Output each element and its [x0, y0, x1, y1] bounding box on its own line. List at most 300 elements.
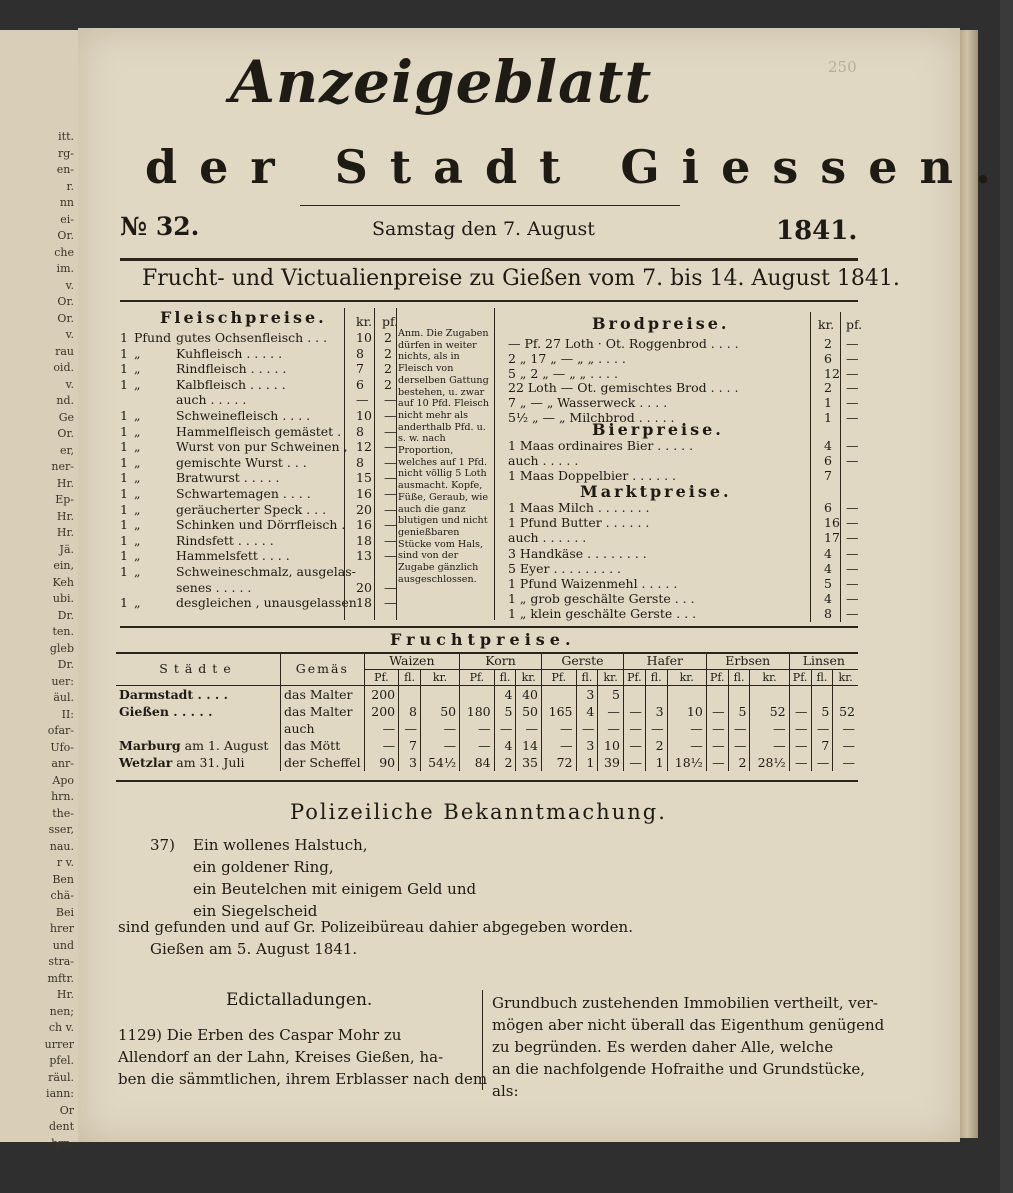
frucht-subheader: Pf. — [460, 670, 495, 686]
previous-page-edge — [0, 30, 80, 1150]
fleisch-qty: 1 — [120, 345, 128, 361]
frucht-value — [667, 686, 706, 704]
prev-page-fragment: Ufo- — [50, 740, 74, 754]
frucht-value: 72 — [542, 754, 577, 771]
frucht-row — [116, 703, 858, 720]
fleisch-qty: 1 — [120, 361, 128, 377]
polizei-number: 37) — [150, 836, 175, 854]
fleisch-col-pf: pf. — [382, 314, 399, 329]
fleisch-qty: 1 — [120, 486, 128, 501]
markt-text: 1 „ klein geschälte Gerste . . . — [508, 606, 697, 622]
frucht-value: 14 — [516, 737, 542, 754]
fruchtpreise-table — [116, 652, 858, 771]
fleisch-kr: 6 — [356, 376, 364, 392]
bier-kr: 6 — [824, 452, 832, 468]
fleisch-unit: „ — [134, 564, 141, 579]
prev-page-fragment: nd. — [56, 394, 74, 407]
frucht-value: — — [623, 720, 645, 737]
fleisch-kr: 8 — [356, 454, 364, 470]
frucht-city — [116, 703, 281, 720]
frucht-subheader: kr. — [667, 670, 706, 686]
frucht-value: 1 — [576, 754, 598, 771]
fleisch-qty: 1 — [120, 376, 128, 392]
frucht-value: — — [811, 720, 833, 737]
prev-page-fragment: rau — [55, 344, 74, 358]
issue-number: № 32. — [120, 212, 200, 241]
fleisch-kr: 20 — [356, 579, 372, 595]
frucht-grain-header: Waizen — [364, 652, 459, 670]
fleisch-kr: 10 — [356, 408, 372, 423]
prev-page-fragment: dent — [48, 1120, 74, 1133]
fleisch-unit: „ — [134, 595, 141, 611]
header-rule — [120, 258, 858, 261]
fleisch-qty: 1 — [120, 548, 128, 564]
prev-page-fragment: nen; — [49, 1004, 74, 1018]
prev-page-fragment: ein, — [53, 559, 74, 572]
fleisch-pf: — — [384, 548, 397, 564]
polizei-title: Polizeiliche Bekanntmachung. — [290, 800, 667, 824]
polizei-place-date: Gießen am 5. August 1841. — [150, 940, 358, 958]
prev-page-fragment: gleb — [49, 641, 74, 655]
frucht-subheader: Pf. — [789, 670, 811, 686]
frucht-value: 3 — [576, 737, 598, 754]
prev-page-fragment: Ep- — [55, 493, 74, 506]
fleisch-kr: 8 — [356, 345, 364, 361]
edictal-right-line: an die nachfolgende Hofraithe und Grundstücke, — [492, 1060, 866, 1078]
frucht-value: — — [728, 720, 750, 737]
fleisch-qty: 1 — [120, 595, 128, 611]
fleisch-unit: „ — [134, 517, 141, 533]
brod-kr: 1 — [824, 395, 832, 411]
fleisch-kr: 20 — [356, 501, 372, 517]
frucht-value: 5 — [598, 686, 624, 704]
fleisch-item: Hammelfleisch gemästet . — [176, 423, 342, 439]
fleisch-qty: 1 — [120, 517, 128, 533]
brod-pf: — — [846, 380, 859, 396]
frucht-subheader: fl. — [645, 670, 667, 686]
fleisch-item: Schweineschmalz, ausgelas- — [176, 564, 356, 579]
fleisch-kr: 15 — [356, 470, 372, 486]
fleisch-item: Bratwurst . . . . . — [176, 470, 280, 486]
frucht-value: — — [420, 737, 459, 754]
divider — [374, 308, 375, 620]
prev-page-fragment: Hr. — [56, 476, 74, 490]
frucht-value: 10 — [598, 737, 624, 754]
fleisch-qty: 1 — [120, 330, 128, 345]
brod-text: 7 „ — „ Wasserweck . . . . — [508, 395, 668, 411]
fleisch-note: Anm. Die Zugaben dürfen in weiter nichts, als in Fleisch von derselben Gattung bestehen, u. zwar auf 10 Pfd. Fleisch nicht mehr als anderthalb Pfd. u. s. w. nach Proportion, welches auf 1 Pfd. nicht völlig 5 Loth ausmacht. Kopfe, Füße, Geraub, wie auch die ganz blutigen und nicht genießbaren Stücke vom Hals, sind von der Zugabe gänzlich ausgeschlossen. — [398, 328, 489, 585]
brod-kr: 12 — [824, 365, 840, 381]
prev-page-fragment: Hr. — [56, 509, 74, 523]
brod-pf: — — [846, 365, 859, 381]
fleisch-item: geräucherter Speck . . . — [176, 501, 327, 517]
frucht-value: — — [623, 754, 645, 771]
prev-page-fragment: ch v. — [48, 1021, 74, 1034]
polizei-item: ein Beutelchen mit einigem Geld und — [193, 880, 477, 898]
prev-page-fragment: the- — [52, 806, 74, 820]
frucht-city-date: am 31. Juli — [172, 755, 245, 770]
fleisch-unit: „ — [134, 376, 141, 392]
fleisch-pf: — — [384, 486, 397, 501]
frucht-value: 10 — [667, 703, 706, 720]
prev-page-fragment: oid. — [53, 361, 74, 374]
frucht-subheader: fl. — [811, 670, 833, 686]
brod-pf: — — [846, 410, 859, 425]
prev-page-fragment: ubi. — [52, 592, 74, 605]
prev-page-fragment: Keh — [52, 575, 74, 589]
prev-page-fragment: hrn. — [51, 790, 74, 803]
frucht-value: — — [706, 703, 728, 720]
prev-page-fragment: Ge — [58, 410, 74, 424]
frucht-subheader: fl. — [399, 670, 421, 686]
page-number: 250 — [828, 58, 857, 76]
frucht-value: 165 — [542, 703, 577, 720]
frucht-value: — — [789, 737, 811, 754]
fleisch-qty: 1 — [120, 564, 128, 579]
prev-page-fragment: itt. — [58, 130, 74, 143]
frucht-value: — — [576, 720, 598, 737]
frucht-col-gemaes: Gemäs — [281, 652, 365, 686]
brod-text: 5½ „ — „ Milchbrod . . . . . — [508, 410, 675, 425]
prev-page-fragment: Or — [59, 1103, 74, 1117]
bier-pf: — — [846, 452, 859, 468]
markt-pf: — — [846, 591, 859, 607]
fleisch-unit: „ — [134, 532, 141, 548]
markt-kr: 4 — [824, 545, 832, 561]
fleisch-pf: — — [384, 392, 397, 408]
fleisch-unit: „ — [134, 423, 141, 439]
prev-page-fragment: hrn. — [51, 1136, 74, 1150]
frucht-value: 54½ — [420, 754, 459, 771]
frucht-value — [460, 686, 495, 704]
frucht-value: 50 — [420, 703, 459, 720]
frucht-value: — — [645, 720, 667, 737]
fleisch-item: Schinken und Dörrfleisch . — [176, 517, 346, 533]
markt-text: auch . . . . . . — [508, 530, 587, 546]
fleisch-pf: — — [384, 501, 397, 517]
frucht-value: 180 — [460, 703, 495, 720]
frucht-value: 4 — [576, 703, 598, 720]
fleisch-unit: „ — [134, 486, 141, 501]
fleisch-kr: — — [356, 392, 369, 408]
fleisch-unit: Pfund — [134, 330, 172, 345]
edictal-title: Edictalladungen. — [226, 990, 373, 1010]
fleisch-pf: 2 — [384, 361, 392, 377]
markt-pf: — — [846, 515, 859, 531]
frucht-grain-header: Korn — [460, 652, 542, 670]
prev-page-fragment: Apo — [52, 773, 74, 787]
frucht-value: 200 — [364, 686, 399, 704]
fleisch-item: Rindsfett . . . . . — [176, 532, 274, 548]
frucht-value — [706, 686, 728, 704]
fleischpreise-heading: Fleischpreise. — [160, 308, 327, 327]
fleisch-item: Kalbfleisch . . . . . — [176, 376, 286, 392]
masthead-title: Anzeigeblatt — [230, 48, 653, 116]
edictal-right-line: mögen aber nicht überall das Eigenthum genügend — [492, 1016, 885, 1034]
markt-text: 3 Handkäse . . . . . . . . — [508, 545, 647, 561]
frucht-value: — — [789, 720, 811, 737]
polizei-found: sind gefunden und auf Gr. Polizeibüreau dahier abgegeben worden. — [118, 918, 633, 936]
frucht-value — [833, 686, 858, 704]
fleisch-kr: 7 — [356, 361, 364, 377]
frucht-value: 3 — [399, 754, 421, 771]
fruchtpreise-heading: Fruchtpreise. — [390, 630, 576, 649]
frucht-value: — — [364, 737, 399, 754]
fleisch-pf: — — [384, 595, 397, 611]
frucht-value: 200 — [364, 703, 399, 720]
issue-year: 1841. — [776, 216, 858, 246]
price-box-bottom-rule — [120, 626, 858, 628]
fleisch-item: senes . . . . . — [176, 579, 252, 595]
frucht-value — [789, 686, 811, 704]
frucht-value: — — [516, 720, 542, 737]
frucht-value: 50 — [516, 703, 542, 720]
fleisch-kr: 16 — [356, 517, 372, 533]
brod-kr: 2 — [824, 380, 832, 396]
frucht-measure: das Mött — [281, 737, 365, 754]
frucht-bottom-rule — [116, 780, 858, 782]
brod-col-kr: kr. — [818, 317, 835, 332]
brod-kr: 2 — [824, 336, 832, 351]
prev-page-fragment: r. — [66, 179, 74, 193]
frucht-value: 35 — [516, 754, 542, 771]
brod-pf: — — [846, 350, 859, 366]
bier-kr: 4 — [824, 438, 832, 453]
frucht-value — [542, 686, 577, 704]
frucht-value: — — [750, 720, 789, 737]
frucht-subheader: Pf. — [364, 670, 399, 686]
frucht-value: — — [833, 754, 858, 771]
prev-page-fragment: Ben — [52, 872, 74, 886]
fleisch-kr: 13 — [356, 548, 372, 564]
frucht-value: 84 — [460, 754, 495, 771]
prev-page-fragment: v. — [65, 278, 74, 292]
brod-pf: — — [846, 336, 859, 351]
fleisch-qty: 1 — [120, 423, 128, 439]
frucht-value: — — [598, 703, 624, 720]
frucht-measure: das Malter — [281, 686, 365, 704]
frucht-value: — — [460, 720, 495, 737]
polizei-item: ein Siegelscheid — [193, 902, 318, 920]
fleisch-pf: — — [384, 408, 397, 423]
prev-page-fragment: rg- — [57, 146, 74, 160]
frucht-value — [420, 686, 459, 704]
fleisch-item: gutes Ochsenfleisch . . . — [176, 330, 328, 345]
frucht-city-date: am 1. August — [180, 738, 269, 753]
fleisch-kr: 16 — [356, 486, 372, 501]
prev-page-fragment: Hr. — [56, 988, 74, 1001]
frucht-city-name: Gießen . . . . . — [119, 704, 213, 719]
frucht-value: — — [542, 737, 577, 754]
fleisch-pf: 2 — [384, 345, 392, 361]
frucht-value: — — [833, 737, 858, 754]
brod-col-pf: pf. — [846, 317, 863, 332]
bier-text: auch . . . . . — [508, 452, 579, 468]
frucht-city — [116, 737, 281, 754]
frucht-measure: der Scheffel — [281, 754, 365, 771]
frucht-value: 28½ — [750, 754, 789, 771]
markt-kr: 4 — [824, 560, 832, 576]
frucht-value — [728, 686, 750, 704]
fleisch-pf: — — [384, 454, 397, 470]
bier-text: 1 Maas ordinaires Bier . . . . . — [508, 438, 694, 453]
prev-page-fragment: Or. — [57, 295, 74, 308]
brod-text: 22 Loth — Ot. gemischtes Brod . . . . — [508, 380, 739, 396]
polizei-item: ein goldener Ring, — [193, 858, 334, 876]
frucht-subheader: kr. — [750, 670, 789, 686]
prev-page-fragment: mftr. — [47, 971, 74, 985]
frucht-subheader: kr. — [420, 670, 459, 686]
masthead-rule — [300, 205, 680, 206]
frucht-value: 2 — [494, 754, 516, 771]
issue-date: Samstag den 7. August — [372, 218, 595, 240]
brodpreise-heading: Brodpreise. — [592, 314, 730, 333]
prev-page-fragment: urrer — [44, 1037, 74, 1051]
brod-kr: 6 — [824, 350, 832, 366]
edictal-left-line: 1129) Die Erben des Caspar Mohr zu — [118, 1026, 402, 1044]
frucht-subheader: fl. — [494, 670, 516, 686]
frucht-measure: das Malter — [281, 703, 365, 720]
frucht-value: 90 — [364, 754, 399, 771]
fleisch-item: Kuhfleisch . . . . . — [176, 345, 283, 361]
frucht-value: — — [364, 720, 399, 737]
fleisch-qty: 1 — [120, 501, 128, 517]
prev-page-fragment: und — [52, 938, 74, 952]
frucht-value: 5 — [494, 703, 516, 720]
fleisch-item: gemischte Wurst . . . — [176, 454, 307, 470]
fleisch-kr: 12 — [356, 439, 372, 455]
bier-pf: — — [846, 438, 859, 453]
fleisch-pf: — — [384, 517, 397, 533]
fleisch-kr: 8 — [356, 423, 364, 439]
frucht-value — [399, 686, 421, 704]
fleisch-item: Hammelsfett . . . . — [176, 548, 290, 564]
markt-text: 5 Eyer . . . . . . . . . — [508, 560, 622, 576]
frucht-value: — — [750, 737, 789, 754]
markt-pf: — — [846, 560, 859, 576]
prev-page-fragment: anr- — [51, 757, 74, 770]
bier-text: 1 Maas Doppelbier . . . . . . — [508, 467, 677, 483]
frucht-value: — — [667, 737, 706, 754]
fleisch-pf: — — [384, 423, 397, 439]
fleisch-qty: 1 — [120, 454, 128, 470]
frucht-row — [116, 754, 858, 771]
frucht-row — [116, 737, 858, 754]
prev-page-fragment: Or. — [57, 311, 74, 325]
fleisch-pf: 2 — [384, 376, 392, 392]
frucht-value: 5 — [811, 703, 833, 720]
fleisch-kr: 18 — [356, 595, 372, 611]
markt-pf: — — [846, 545, 859, 561]
markt-pf: — — [846, 606, 859, 622]
prev-page-fragment: Or. — [57, 229, 74, 242]
markt-text: 1 Pfund Waizenmehl . . . . . — [508, 576, 678, 591]
edictal-right-line: als: — [492, 1082, 519, 1100]
fleisch-pf: — — [384, 579, 397, 595]
frucht-subheader: kr. — [516, 670, 542, 686]
prev-page-fragment: Bei — [55, 905, 74, 919]
frucht-value: — — [494, 720, 516, 737]
prev-page-fragment: II: — [61, 707, 74, 721]
frucht-value: — — [706, 737, 728, 754]
frucht-value: 2 — [728, 754, 750, 771]
frucht-value: 7 — [811, 737, 833, 754]
markt-kr: 17 — [824, 530, 840, 546]
prev-page-fragment: Jä. — [59, 542, 74, 556]
fleisch-qty: 1 — [120, 470, 128, 486]
markt-pf: — — [846, 576, 859, 591]
fleisch-kr: 18 — [356, 532, 372, 548]
frucht-value: — — [833, 720, 858, 737]
prev-page-fragment: Dr. — [57, 608, 74, 622]
prev-page-fragment: im. — [56, 262, 74, 275]
frucht-city-name: Marburg — [119, 738, 181, 753]
divider — [840, 312, 841, 622]
bier-kr: 7 — [824, 467, 832, 483]
fleisch-qty: 1 — [120, 532, 128, 548]
fleisch-pf: — — [384, 532, 397, 548]
markt-text: 1 Pfund Butter . . . . . . — [508, 515, 650, 531]
fleisch-unit: „ — [134, 454, 141, 470]
divider — [810, 312, 811, 622]
markt-kr: 8 — [824, 606, 832, 622]
prev-page-fragment: Or. — [57, 427, 74, 440]
frucht-value: 3 — [576, 686, 598, 704]
frucht-city-name: Darmstadt . . . . — [119, 687, 228, 702]
prev-page-fragment: uer: — [51, 674, 74, 688]
edictal-right-line: Grundbuch zustehenden Immobilien vertheilt, ver- — [492, 994, 878, 1012]
frucht-value: — — [706, 754, 728, 771]
frucht-col-staedte: Städte — [116, 652, 281, 686]
edictal-left-line: Allendorf an der Lahn, Kreises Gießen, ha- — [118, 1048, 444, 1066]
markt-text: 1 Maas Milch . . . . . . . — [508, 500, 650, 515]
frucht-grain-header: Hafer — [623, 652, 706, 670]
fleisch-unit: „ — [134, 408, 141, 423]
frucht-value: — — [420, 720, 459, 737]
brod-kr: 1 — [824, 410, 832, 425]
brod-text: 5 „ 2 „ — „ „ . . . . — [508, 365, 618, 381]
prev-page-fragment: ten. — [52, 625, 74, 638]
prev-page-fragment: chä- — [50, 889, 74, 902]
fleisch-pf: — — [384, 439, 397, 455]
frucht-value: — — [789, 754, 811, 771]
prev-page-fragment: r v. — [56, 856, 74, 869]
frucht-value: — — [542, 720, 577, 737]
fleisch-item: Schweinefleisch . . . . — [176, 408, 311, 423]
fleisch-unit: „ — [134, 548, 141, 564]
fleisch-unit: „ — [134, 501, 141, 517]
frucht-value — [750, 686, 789, 704]
prev-page-fragment: hrer — [49, 922, 74, 935]
prev-page-fragment: nau. — [49, 839, 74, 853]
prev-page-fragment: iann: — [46, 1087, 74, 1100]
prev-page-fragment: ofar- — [47, 724, 74, 737]
frucht-value: — — [728, 737, 750, 754]
bierpreise-heading: Bierpreise. — [592, 420, 724, 439]
frucht-value — [645, 686, 667, 704]
frucht-row — [116, 686, 858, 704]
frucht-value: 2 — [645, 737, 667, 754]
frucht-value: 3 — [645, 703, 667, 720]
markt-pf: — — [846, 530, 859, 546]
page-edge-stack — [960, 30, 978, 1138]
markt-kr: 6 — [824, 500, 832, 515]
frucht-value: 5 — [728, 703, 750, 720]
brod-text: — Pf. 27 Loth · Ot. Roggenbrod . . . . — [508, 336, 739, 351]
frucht-subheader: kr. — [598, 670, 624, 686]
fleisch-unit: „ — [134, 470, 141, 486]
frucht-value: 52 — [833, 703, 858, 720]
